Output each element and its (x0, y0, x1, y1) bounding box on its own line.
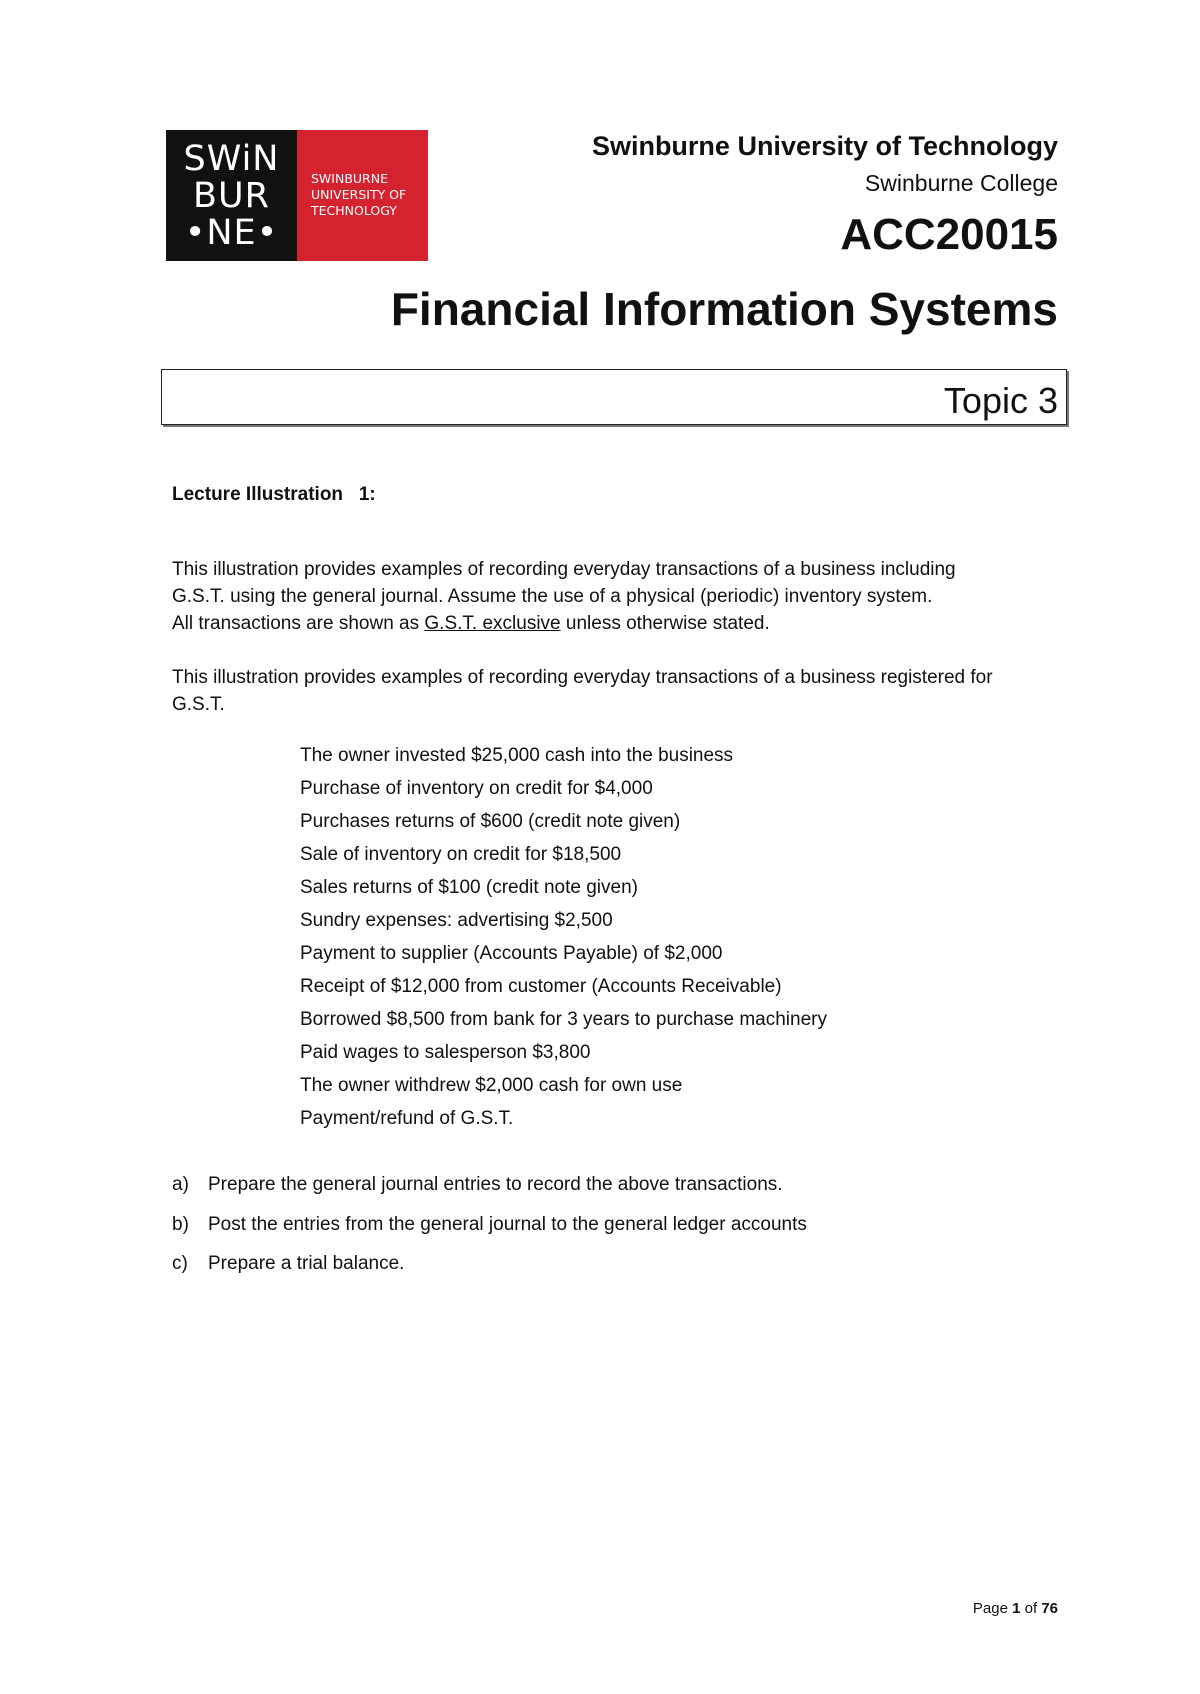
task-letter: a) (172, 1174, 189, 1195)
intro-paragraph (172, 556, 1072, 637)
list-item (0, 877, 900, 907)
list-item (0, 1042, 900, 1072)
intro-text: All transactions are shown as (172, 613, 425, 634)
page-word: Page (972, 1600, 1008, 1617)
task-text: Prepare a trial balance. (208, 1253, 405, 1274)
page-number: 1 (1012, 1600, 1021, 1617)
item-text: Purchase of inventory on credit for $4,000 (300, 778, 653, 799)
second-paragraph (172, 664, 1072, 718)
list-item (0, 811, 900, 841)
logo-wordmark (297, 130, 428, 261)
course-code: ACC20015 (840, 210, 1058, 259)
university-name: Swinburne University of Technology (591, 131, 1058, 161)
second-line: This illustration provides examples of recording everyday transactions of a business registered for (172, 667, 993, 688)
list-item (0, 910, 900, 940)
logo-mark-line: BUR (193, 176, 270, 216)
item-text: The owner withdrew $2,000 cash for own use (300, 1075, 683, 1096)
task-letter: c) (172, 1253, 188, 1274)
item-text: Receipt of $12,000 from customer (Accounts Receivable) (300, 976, 782, 997)
item-text: Paid wages to salesperson $3,800 (300, 1042, 591, 1063)
list-item (0, 1075, 900, 1105)
item-text: Sales returns of $100 (credit note given) (300, 877, 638, 898)
swinburne-logo (166, 130, 428, 261)
logo-word-line: SWINBURNE (311, 171, 388, 186)
item-text: Sale of inventory on credit for $18,500 (300, 844, 622, 865)
logo-word-line: UNIVERSITY OF (311, 187, 407, 202)
page-footer (973, 1600, 1058, 1617)
item-text: The owner invested $25,000 cash into the business (300, 745, 734, 766)
intro-line: This illustration provides examples of recording everyday transactions of a business including (172, 559, 956, 580)
list-item (0, 778, 900, 808)
college-name: Swinburne College (864, 170, 1058, 196)
list-item (0, 943, 900, 973)
list-item (0, 1108, 900, 1138)
intro-text: unless otherwise stated. (560, 613, 770, 634)
logo-mark (166, 130, 297, 261)
of-word: of (1024, 1600, 1038, 1617)
task-text: Post the entries from the general journal to the general ledger accounts (208, 1214, 807, 1235)
list-item (0, 745, 900, 775)
second-line: G.S.T. (172, 694, 225, 715)
logo-mark-line: SWiN (183, 139, 280, 179)
course-title: Financial Information Systems (390, 283, 1058, 335)
gst-exclusive-underlined: G.S.T. exclusive (424, 613, 561, 634)
item-text: Payment to supplier (Accounts Payable) of $2,000 (300, 943, 723, 964)
list-item (0, 844, 900, 874)
item-text: Sundry expenses: advertising $2,500 (300, 910, 613, 931)
topic-box (161, 369, 1067, 425)
logo-mark-line: •NE• (184, 213, 279, 253)
logo-word-line: TECHNOLOGY (311, 203, 397, 218)
page-total: 76 (1041, 1600, 1058, 1617)
item-text: Purchases returns of $600 (credit note given) (300, 811, 681, 832)
item-text: Payment/refund of G.S.T. (300, 1108, 514, 1129)
intro-line: G.S.T. using the general journal. Assume the use of a physical (periodic) inventory system. (172, 586, 933, 607)
intro-line (172, 610, 1072, 637)
list-item (0, 1009, 900, 1039)
task-letter: b) (172, 1214, 189, 1235)
task-text: Prepare the general journal entries to record the above transactions. (208, 1174, 783, 1195)
list-item (0, 976, 900, 1006)
topic-label: Topic 3 (943, 380, 1058, 421)
illustration-heading: Lecture Illustration 1: (172, 484, 376, 505)
item-text: Borrowed $8,500 from bank for 3 years to purchase machinery (300, 1009, 827, 1030)
